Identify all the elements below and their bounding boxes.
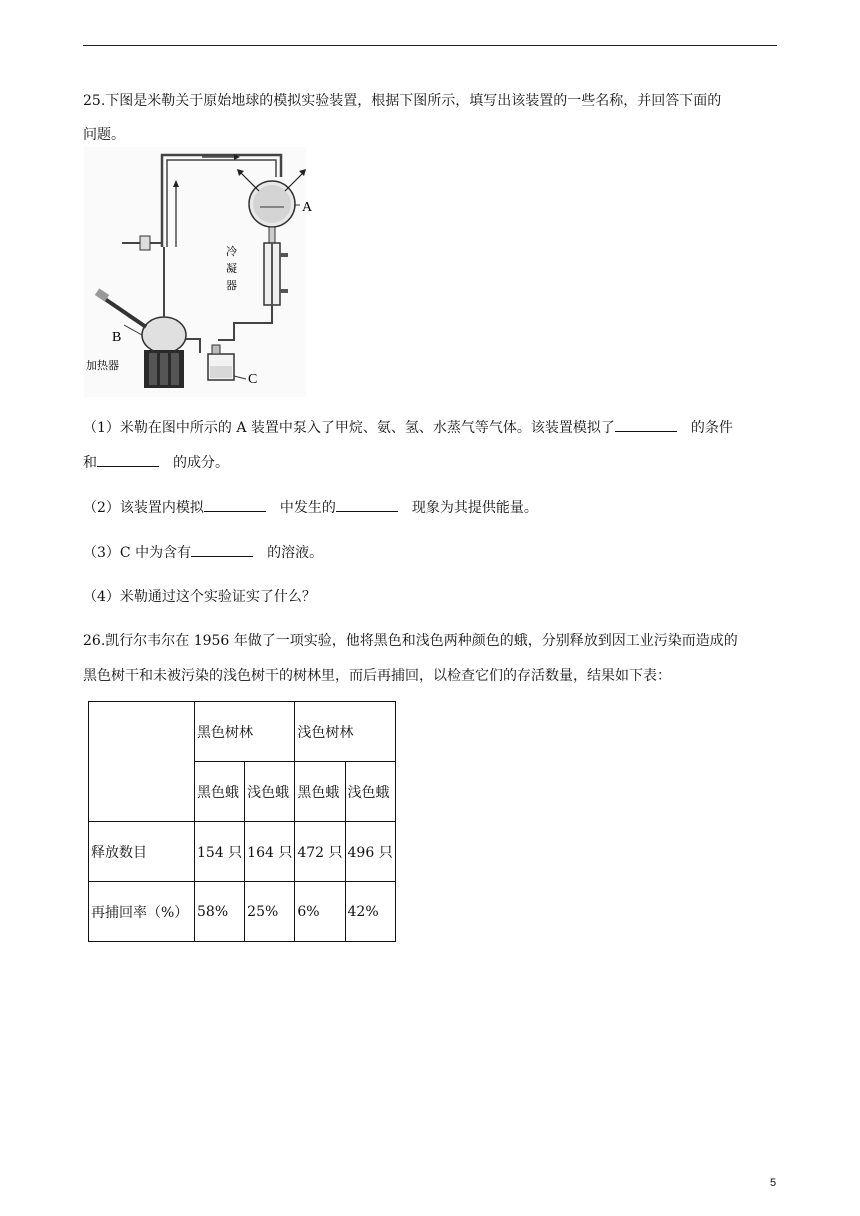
- q25-sub4: （4）米勒通过这个实验证实了什么？: [83, 589, 316, 605]
- label-c: C: [248, 372, 258, 387]
- q25-sub3-text-b: 的溶液。: [267, 545, 324, 561]
- q25-sub1-line1: [83, 417, 733, 437]
- answer-blank-5[interactable]: [191, 544, 253, 557]
- q25-sub1-text-d: 的成分。: [173, 455, 229, 471]
- table-subheader: 黑色蛾: [295, 762, 345, 822]
- table-header-light-forest: 浅色树林: [295, 702, 395, 762]
- q26-intro-line2: 黑色树干和未被污染的浅色树干的树林里，而后再捕回，以检查它们的存活数量，结果如下表：: [83, 668, 671, 684]
- miller-apparatus-figure: [84, 147, 313, 397]
- table-cell: 6%: [295, 882, 345, 942]
- q25-sub2-text-a: （2）该装置内模拟: [83, 500, 204, 516]
- q25-sub3: [83, 542, 323, 562]
- table-cell: 58%: [195, 882, 245, 942]
- q25-sub2-text-b: 中发生的: [279, 500, 336, 516]
- header-rule: [83, 45, 777, 46]
- table-cell: 25%: [245, 882, 295, 942]
- table-row: [89, 822, 396, 882]
- q25-sub2-text-c: 现象为其提供能量。: [411, 500, 538, 516]
- table-subheader: 浅色蛾: [245, 762, 295, 822]
- q25-sub1-line2: [83, 452, 229, 472]
- answer-blank-2[interactable]: [97, 454, 159, 467]
- label-b: B: [112, 330, 122, 345]
- q25-sub1-text-a: （1）米勒在图中所示的 A 装置中泵入了甲烷、氨、氢、水蒸气等气体。该装置模拟了: [83, 420, 615, 436]
- table-row: [89, 882, 396, 942]
- table-cell: 164 只: [245, 822, 295, 882]
- condenser-char-3: 器: [226, 279, 237, 292]
- q25-intro-line2: 问题。: [83, 127, 125, 143]
- row-label-recapture-rate: 再捕回率（%）: [89, 882, 195, 942]
- q25-sub2: [83, 497, 538, 517]
- table-subheader: 浅色蛾: [345, 762, 395, 822]
- table-cell: 472 只: [295, 822, 345, 882]
- table-corner-cell: [89, 702, 195, 822]
- answer-blank-1[interactable]: [615, 419, 677, 432]
- label-a: A: [302, 200, 313, 215]
- table-cell: 42%: [345, 882, 395, 942]
- table-cell: 496 只: [345, 822, 395, 882]
- q26-intro-line1: 26.凯行尔韦尔在 1956 年做了一项实验，他将黑色和浅色两种颜色的蛾，分别释放到因工业污染而造成的: [83, 633, 738, 649]
- row-label-release-count: 释放数目: [89, 822, 195, 882]
- moth-recapture-table: [88, 701, 396, 942]
- answer-blank-4[interactable]: [336, 499, 398, 512]
- table-subheader: 黑色蛾: [195, 762, 245, 822]
- q25-sub1-text-c: 和: [83, 455, 97, 471]
- q25-intro-line1: 25.下图是米勒关于原始地球的模拟实验装置，根据下图所示，填写出该装置的一些名称，并回答下面的: [83, 93, 722, 109]
- table-cell: 154 只: [195, 822, 245, 882]
- q25-sub1-text-b: 的条件: [690, 420, 733, 436]
- condenser-char-1: 冷: [226, 245, 237, 258]
- label-heater: 加热器: [86, 359, 119, 372]
- table-header-dark-forest: 黑色树林: [195, 702, 295, 762]
- page-number: 5: [770, 1177, 777, 1189]
- answer-blank-3[interactable]: [204, 499, 266, 512]
- q25-sub3-text-a: （3）C 中为含有: [83, 545, 192, 561]
- condenser-char-2: 凝: [226, 262, 237, 275]
